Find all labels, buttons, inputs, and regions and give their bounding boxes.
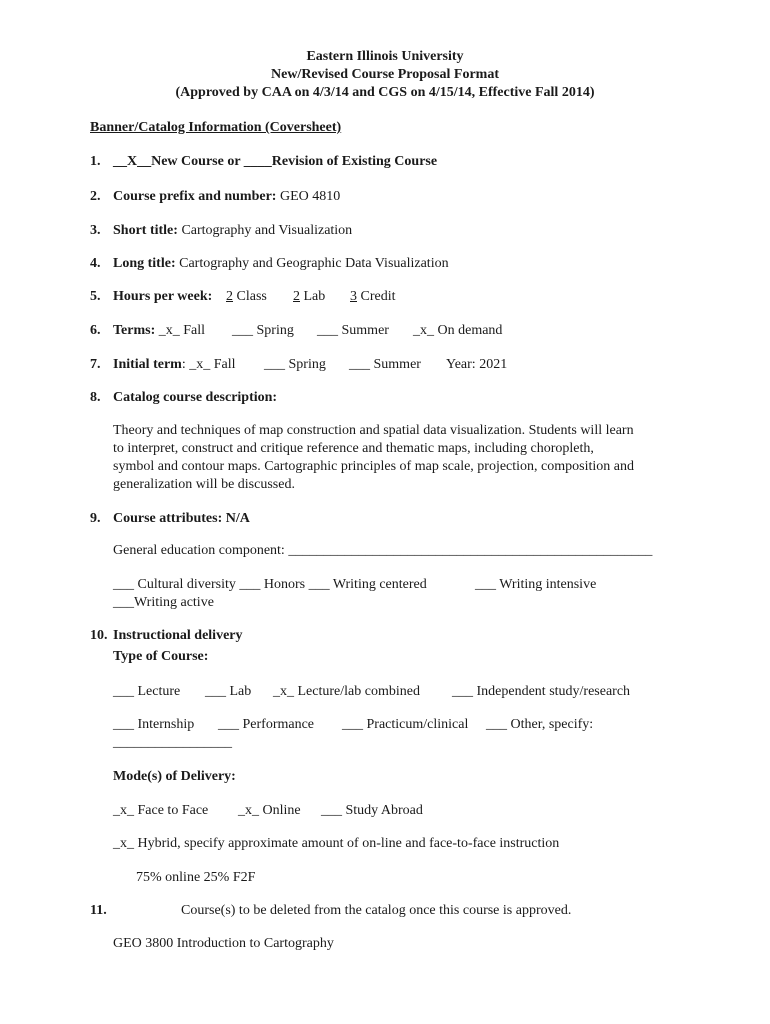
form-title: New/Revised Course Proposal Format <box>271 67 499 82</box>
section-title: Banner/Catalog Information (Coversheet) <box>90 120 342 135</box>
item-5-number: 5. <box>90 289 101 304</box>
mode-hybrid: _x_ Hybrid, specify approximate amount of on-line and face-to-face instruction <box>113 836 560 851</box>
course-prefix-label: Course prefix and number: <box>113 189 277 204</box>
type-other: ___ Other, specify: <box>486 717 594 732</box>
initial-term-spring: ___ Spring <box>264 357 326 372</box>
term-fall: _x_ Fall <box>155 323 206 338</box>
university-name: Eastern Illinois University <box>306 49 464 64</box>
term-spring: ___ Spring <box>232 323 294 338</box>
short-title-value: Cartography and Visualization <box>177 223 353 238</box>
courses-to-delete-label: Course(s) to be deleted from the catalog once this course is approved. <box>181 903 572 918</box>
term-on-demand: _x_ On demand <box>413 323 503 338</box>
terms-label: Terms: <box>113 323 156 338</box>
other-specify-line: _________________ <box>113 735 232 750</box>
mode-study-abroad: ___ Study Abroad <box>321 803 423 818</box>
class-hours-label: Class <box>233 289 267 304</box>
type-practicum: ___ Practicum/clinical <box>342 717 469 732</box>
attribute-writing-intensive: ___ Writing intensive <box>475 577 597 592</box>
short-title-label: Short title: <box>113 223 178 238</box>
instructional-delivery-label: Instructional delivery <box>113 628 243 643</box>
initial-term-label: Initial term <box>113 357 182 372</box>
lab-hours-value: 2 <box>293 289 300 304</box>
class-hours-value: 2 <box>226 289 233 304</box>
type-lecture-lab: _x_ Lecture/lab combined <box>273 684 420 699</box>
credit-hours <box>350 288 396 305</box>
type-lecture: ___ Lecture <box>113 684 181 699</box>
item-10-number: 10. <box>90 628 108 643</box>
item-2-number: 2. <box>90 189 101 204</box>
course-to-delete: GEO 3800 Introduction to Cartography <box>113 936 334 951</box>
hours-label: Hours per week: <box>113 289 213 304</box>
term-summer: ___ Summer <box>317 323 389 338</box>
catalog-description-label: Catalog course description: <box>113 390 278 405</box>
attribute-options: ___ Cultural diversity ___ Honors ___ Writing centered <box>113 577 427 592</box>
mode-face-to-face: _x_ Face to Face <box>113 803 209 818</box>
mode-of-delivery-label: Mode(s) of Delivery: <box>113 769 236 784</box>
approval-note: (Approved by CAA on 4/3/14 and CGS on 4/15/14, Effective Fall 2014) <box>175 85 595 100</box>
lab-hours-label: Lab <box>300 289 326 304</box>
long-title-label: Long title: <box>113 256 176 271</box>
item-7-number: 7. <box>90 357 101 372</box>
lab-hours <box>293 288 325 305</box>
type-internship: ___ Internship <box>113 717 195 732</box>
type-of-course-label: Type of Course: <box>113 649 209 664</box>
initial-term-year: Year: 2021 <box>446 357 508 372</box>
type-performance: ___ Performance <box>218 717 315 732</box>
hybrid-detail: 75% online 25% F2F <box>136 870 256 885</box>
description-line: generalization will be discussed. <box>113 477 295 492</box>
credit-hours-label: Credit <box>357 289 396 304</box>
mode-online: _x_ Online <box>238 803 301 818</box>
type-lab: ___ Lab <box>205 684 252 699</box>
attribute-writing-active: ___Writing active <box>113 595 214 610</box>
item-3-number: 3. <box>90 223 101 238</box>
credit-hours-value: 3 <box>350 289 357 304</box>
course-prefix-value: GEO 4810 <box>276 189 341 204</box>
item-1-number: 1. <box>90 154 101 169</box>
item-9-number: 9. <box>90 511 101 526</box>
course-type-choice: __X__New Course or ____Revision of Existing Course <box>113 154 438 169</box>
class-hours <box>226 288 267 305</box>
item-6-number: 6. <box>90 323 101 338</box>
initial-term-fall: : _x_ Fall <box>181 357 236 372</box>
item-11-number: 11. <box>90 903 107 918</box>
long-title-value: Cartography and Geographic Data Visualization <box>175 256 449 271</box>
type-independent-study: ___ Independent study/research <box>452 684 631 699</box>
description-line: Theory and techniques of map construction and spatial data visualization. Students will learn <box>113 423 634 438</box>
description-line: symbol and contour maps. Cartographic principles of map scale, projection, composition and <box>113 459 634 474</box>
item-4-number: 4. <box>90 256 101 271</box>
general-education-field: General education component: ____________________________________________________ <box>113 543 653 558</box>
item-8-number: 8. <box>90 390 101 405</box>
initial-term-summer: ___ Summer <box>349 357 421 372</box>
description-line: to interpret, construct and critique reference and thematic maps, including choropleth, <box>113 441 594 456</box>
course-attributes-label: Course attributes: N/A <box>113 511 250 526</box>
